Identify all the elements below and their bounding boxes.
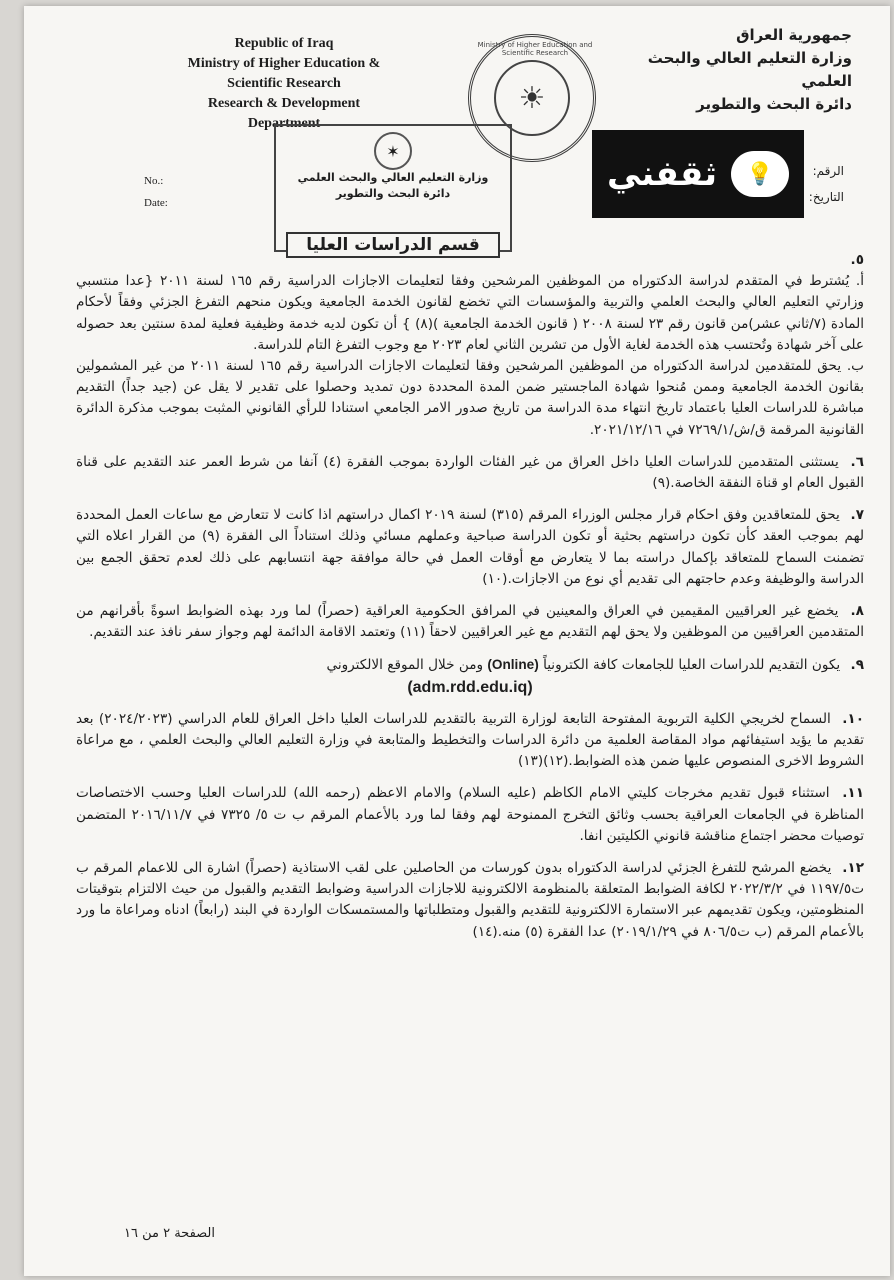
item-number: ٥. xyxy=(850,252,864,268)
header-ar-line: دائرة البحث والتطوير xyxy=(696,95,852,113)
header-ar-line: جمهورية العراق xyxy=(736,26,852,44)
header-en-line: Republic of Iraq xyxy=(234,36,334,51)
stamp-emblem-icon: ✶ xyxy=(374,132,412,170)
number-label: No.: xyxy=(144,175,164,187)
header-en-line: Scientific Research xyxy=(227,76,341,91)
department-stamp xyxy=(274,124,512,255)
item-text: السماح لخريجي الكلية التربوية المفتوحة التابعة لوزارة التربية بالتقديم للدراسات العليا داخل العراق للعام الدراسي (٢٠٢٤/٢٠٢٣) بعد تقديم ما يؤيد استيفائهم مواد المقاصة العلمية من دائرة الدراسات والتخطيط والمتابعة في وزارة التعليم العالي والبحث العلمي ، مع مراعاة الشروط الاخرى المنصوص عليها ضمن هذه الضوابط.(١٢)(١٣) xyxy=(76,710,864,770)
watermark-logo xyxy=(592,130,804,218)
item-number: ٧. xyxy=(850,507,864,524)
item-text: يكون التقديم للدراسات العليا للجامعات كافة الكترونياً xyxy=(543,657,841,674)
list-item xyxy=(76,654,864,697)
header-en-line: Department xyxy=(247,116,321,131)
number-date-fields xyxy=(144,170,168,214)
arabic-date-label: التاريخ: xyxy=(808,190,844,204)
seal-ring-text: Ministry of Higher Education and Scientific Research xyxy=(477,41,593,57)
list-item xyxy=(76,452,864,494)
item-number: ٦. xyxy=(850,453,864,470)
item-number: ٨. xyxy=(850,603,864,620)
document-body xyxy=(76,250,864,954)
arabic-number-date-fields xyxy=(809,158,844,210)
item-text: استثناء قبول تقديم مخرجات كليتي الامام الكاظم (عليه السلام) والامام الاعظم (رحمه الله) للدراسات العليا وحسب الاختصاصات المناظرة في الجامعات العراقية بحسب وثائق التخرج الممنوحة لهم وفقا لما ورد بالأعمام المرقم ب ت ٥/ ٧٣٢٥ في ٢٠١٦/١١/٧ المتضمن توصيات محضر اجتماع مناقشة قانوني الكليتين انفا. xyxy=(76,785,864,844)
header-en-line: Ministry of Higher Education & xyxy=(187,56,381,71)
list-item xyxy=(76,505,864,590)
item-number: ١١. xyxy=(842,785,864,802)
list-item xyxy=(76,601,864,643)
item-text: يستثنى المتقدمين للدراسات العليا داخل العراق من غير الفئات الواردة بموجب الفقرة (٤) آنفا من شرط العمر عند التقديم على قناة القبول العام او قناة النفقة الخاصة.(٩) xyxy=(76,453,864,492)
item-text: أ. يُشترط في المتقدم لدراسة الدكتوراه من الموظفين المرشحين وفقا لتعليمات الاجازات الدراسية رقم ١٦٥ لسنة ٢٠١١ {عدا منتسبي وزارتي التعليم العالي والبحث العلمي والتربية والمؤسسات التي تخضع لقانون الخدمة الجامعية ويكون منحهم التفرغ الجزئي وفقاً لأحكام المادة (٧/ثاني عشر)من قانون رقم ٢٣ لسنة ٢٠٠٨ ( قانون الخدمة الجامعية )(٨) } أن تكون لديه خدمة وظيفية فعلية لمدة سنتين بعد حصوله على آخر شهادة وتُحتسب هذه الخدمة لغاية الأول من تشرين الثاني لعام ٢٠٢٣ مع وجوب التفرغ التام للدراسة. xyxy=(76,273,864,353)
arabic-number-label: الرقم: xyxy=(812,164,844,178)
website-link[interactable]: (adm.rdd.edu.iq) xyxy=(407,678,533,696)
online-term: (Online) xyxy=(487,657,539,673)
item-text: ب. يحق للمتقدمين لدراسة الدكتوراه من الموظفين المرشحين وفقا لتعليمات الاجازات الدراسية رقم ١٦٥ لسنة ٢٠١١ من غير المشمولين بقانون الخدمة الجامعية وممن مُنحوا شهادة الماجستير ضمن المدة المحددة دون تمديد وحصلوا على تقدير لا يقل عن (جيد جداً) التقديم مباشرة للدراسات العليا باعتماد تاريخ انتهاء مدة الدراسة من تاريخ صدور الامر الجامعي استنادا للرأي القانوني المثبت بموجب مذكرة الدائرة القانونية المرقمة ق/ش/٧٢٦٩/١ في ٢٠٢١/١٢/١٦. xyxy=(76,358,864,438)
list-item xyxy=(76,250,864,441)
date-label: Date: xyxy=(144,197,168,209)
logo-text: ثقفني xyxy=(607,154,717,194)
sun-icon: ☀ xyxy=(494,60,570,136)
header-english xyxy=(149,34,419,134)
item-text: يخضع غير العراقيين المقيمين في العراق والمعينين في المرافق الحكومية العراقية (حصراً) لما ورد بهذه الضوابط اسوةً بأقرانهم من المتقدمين العراقيين من الموظفين ولا يحق لهم التقديم مع غير العراقيين لاحقاً (١١) وتعتمد الاقامة الدائمة لهم وجواز سفر نافذ عند التقديم. xyxy=(76,603,864,641)
item-number: ٩. xyxy=(850,657,864,674)
header-en-line: Research & Development xyxy=(207,96,361,111)
page-number: الصفحة ٢ من ١٦ xyxy=(124,1226,215,1241)
item-number: ١٢. xyxy=(842,860,864,877)
item-text: يحق للمتعاقدين وفق احكام قرار مجلس الوزراء المرقم (٣١٥) لسنة ٢٠١٩ اكمال دراستهم اذا كانت لا تتعارض مع ساعات العمل المحددة لهم بموجب العقد كأن تكون دراستهم بحثية أو تكون الدراسة صباحية وعملهم مسائي وذلك استناداً الى الفقرة (٩) من القرار اعلاه التي تضمنت السماح للمتعاقد بإكمال دراسته بما لا يتعارض مع أوقات العمل في حالة موافقة جهة انتسابهم على ذلك لعدم تحقق الجمع بين الدراسة والوظيفة وعدم حاجتهم الى تقديم أي نوع من الاجازات.(١٠) xyxy=(76,507,865,587)
item-text: يخضع المرشح للتفرغ الجزئي لدراسة الدكتوراه بدون كورسات من الحاصلين على لقب الاستاذية (حصراً) اشارة الى للاعمام المرقم ب ت١١٩٧/٥ في ٢٠٢٢/٣/٢ لكافة الضوابط المتعلقة بالمنظومة الالكترونية للاجازات الدراسية وضوابط التقديم والقبول من حيث الالتزام بتوقيتات المنظومتين، ويكون تقديمهم عبر الاستمارة الالكترونية للتقديم والقبول ومتطلباتها والمستمسكات الواردة في البند (رابعاً) ادناه ومراعاة ما ورد بالأعمام المرقم (ب ت٨٠٦/٥ في ٢٠١٩/١/٢٩) عدا الفقرة (٥) منه.(١٤) xyxy=(76,860,864,940)
document-page xyxy=(24,6,890,1276)
header-arabic xyxy=(592,24,852,116)
list-item xyxy=(76,858,864,943)
lightbulb-icon: 💡 xyxy=(731,151,789,197)
stamp-line: دائرة البحث والتطوير xyxy=(335,187,451,200)
list-item xyxy=(76,783,864,847)
stamp-department: قسم الدراسات العليا xyxy=(286,232,500,258)
item-number: ١٠. xyxy=(842,710,865,727)
list-item xyxy=(76,709,864,773)
item-text: ومن خلال الموقع الالكتروني xyxy=(326,657,484,674)
header-ar-line: وزارة التعليم العالي والبحث العلمي xyxy=(647,49,852,90)
stamp-line: وزارة التعليم العالي والبحث العلمي xyxy=(297,171,489,184)
